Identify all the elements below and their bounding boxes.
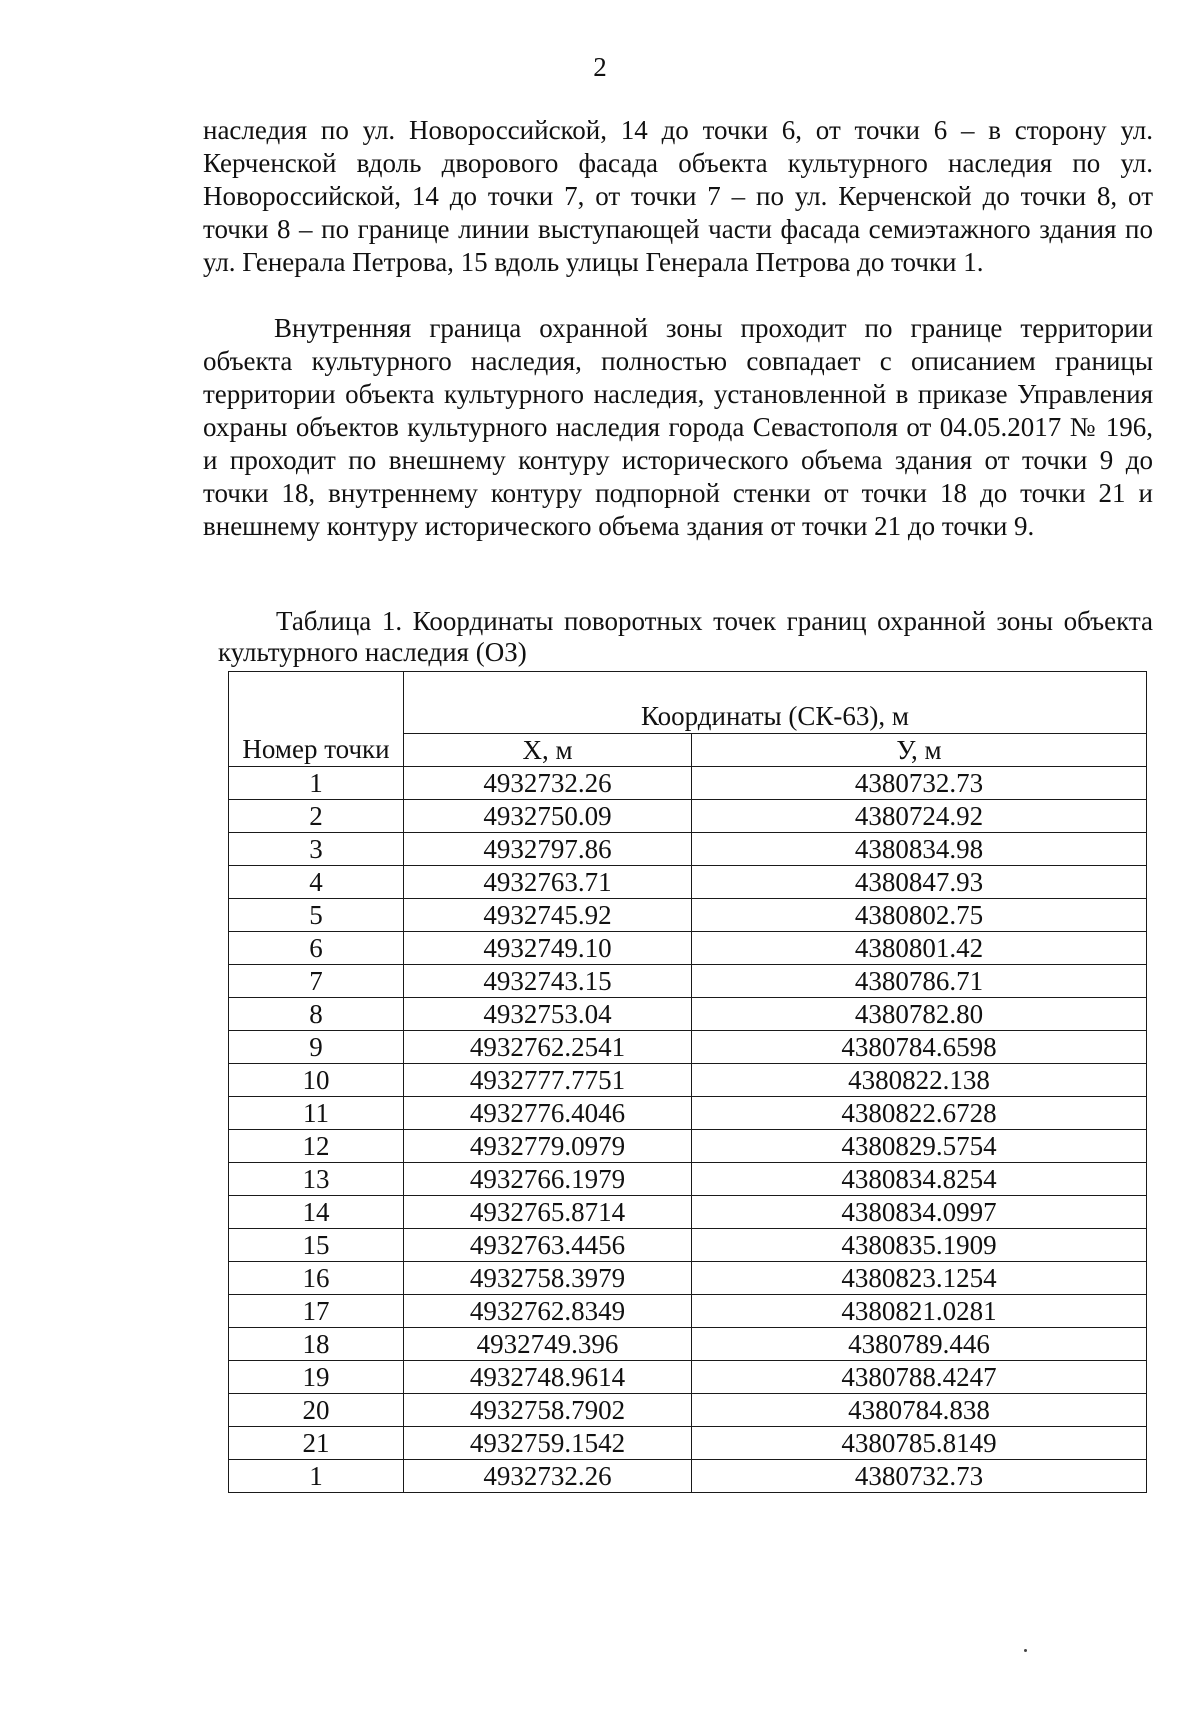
cell-point-number: 2	[229, 800, 404, 833]
table-row	[229, 1394, 1147, 1427]
cell-y: 4380823.1254	[692, 1262, 1147, 1295]
cell-x: 4932749.10	[404, 932, 692, 965]
paragraph-boundary-description: наследия по ул. Новороссийской, 14 до точки 6, от точки 6 – в сторону ул. Керченской вдоль дворового фасада объекта культурного наследия по ул. Новороссийской, 14 до точки 7, от точки 7 – по ул. Керченской до точки 8, от точки 8 – по границе линии выступающей части фасада семиэтажного здания по ул. Генерала Петрова, 15 вдоль улицы Генерала Петрова до точки 1.	[203, 115, 1153, 277]
cell-point-number: 13	[229, 1163, 404, 1196]
header-coordinates: Координаты (СК-63), м	[404, 672, 1147, 734]
cell-point-number: 10	[229, 1064, 404, 1097]
header-x: X, м	[404, 734, 692, 767]
cell-x: 4932758.7902	[404, 1394, 692, 1427]
cell-x: 4932759.1542	[404, 1427, 692, 1460]
cell-y: 4380786.71	[692, 965, 1147, 998]
table-row	[229, 1130, 1147, 1163]
table-header-row	[229, 672, 1147, 734]
cell-x: 4932779.0979	[404, 1130, 692, 1163]
cell-y: 4380821.0281	[692, 1295, 1147, 1328]
table-row	[229, 866, 1147, 899]
cell-point-number: 11	[229, 1097, 404, 1130]
table-row	[229, 1196, 1147, 1229]
table-row	[229, 1097, 1147, 1130]
cell-point-number: 20	[229, 1394, 404, 1427]
table-row	[229, 1262, 1147, 1295]
cell-point-number: 21	[229, 1427, 404, 1460]
table-row	[229, 899, 1147, 932]
cell-x: 4932753.04	[404, 998, 692, 1031]
cell-point-number: 1	[229, 1460, 404, 1493]
cell-y: 4380788.4247	[692, 1361, 1147, 1394]
cell-point-number: 15	[229, 1229, 404, 1262]
scan-artifact-dot	[1024, 1649, 1027, 1652]
cell-y: 4380784.838	[692, 1394, 1147, 1427]
cell-y: 4380834.98	[692, 833, 1147, 866]
cell-x: 4932763.71	[404, 866, 692, 899]
table-row	[229, 1427, 1147, 1460]
cell-x: 4932763.4456	[404, 1229, 692, 1262]
table-row	[229, 1229, 1147, 1262]
cell-point-number: 5	[229, 899, 404, 932]
header-point-number: Номер точки	[229, 672, 404, 767]
table-row	[229, 1328, 1147, 1361]
cell-x: 4932743.15	[404, 965, 692, 998]
table-row	[229, 800, 1147, 833]
cell-point-number: 8	[229, 998, 404, 1031]
cell-y: 4380784.6598	[692, 1031, 1147, 1064]
cell-x: 4932758.3979	[404, 1262, 692, 1295]
table-row	[229, 1460, 1147, 1493]
cell-point-number: 19	[229, 1361, 404, 1394]
table-row	[229, 1163, 1147, 1196]
table-row	[229, 965, 1147, 998]
cell-point-number: 1	[229, 767, 404, 800]
table-header	[229, 672, 1147, 767]
table-row	[229, 1295, 1147, 1328]
cell-point-number: 18	[229, 1328, 404, 1361]
cell-y: 4380822.138	[692, 1064, 1147, 1097]
cell-y: 4380847.93	[692, 866, 1147, 899]
table-row	[229, 932, 1147, 965]
cell-x: 4932777.7751	[404, 1064, 692, 1097]
page-number: 2	[593, 52, 607, 82]
cell-y: 4380835.1909	[692, 1229, 1147, 1262]
table-caption: Таблица 1. Координаты поворотных точек границ охранной зоны объекта культурного наследия (ОЗ)	[218, 606, 1153, 667]
cell-y: 4380785.8149	[692, 1427, 1147, 1460]
cell-x: 4932776.4046	[404, 1097, 692, 1130]
cell-point-number: 12	[229, 1130, 404, 1163]
cell-y: 4380801.42	[692, 932, 1147, 965]
cell-point-number: 17	[229, 1295, 404, 1328]
cell-x: 4932797.86	[404, 833, 692, 866]
table-row	[229, 833, 1147, 866]
cell-y: 4380829.5754	[692, 1130, 1147, 1163]
cell-point-number: 3	[229, 833, 404, 866]
cell-point-number: 16	[229, 1262, 404, 1295]
cell-x: 4932750.09	[404, 800, 692, 833]
table-row	[229, 1031, 1147, 1064]
table-row	[229, 1361, 1147, 1394]
cell-y: 4380732.73	[692, 1460, 1147, 1493]
cell-x: 4932766.1979	[404, 1163, 692, 1196]
cell-x: 4932749.396	[404, 1328, 692, 1361]
cell-y: 4380782.80	[692, 998, 1147, 1031]
table-row	[229, 767, 1147, 800]
table-body	[229, 767, 1147, 1493]
cell-x: 4932732.26	[404, 1460, 692, 1493]
cell-y: 4380732.73	[692, 767, 1147, 800]
paragraph-inner-boundary: Внутренняя граница охранной зоны проходит по границе территории объекта культурного наследия, полностью совпадает с описанием границы территории объекта культурного наследия, установленной в приказе Управления охраны объектов культурного наследия города Севастополя от 04.05.2017 № 196, и проходит по внешнему контуру исторического объема здания от точки 9 до точки 18, внутреннему контуру подпорной стенки от точки 18 до точки 21 и внешнему контуру исторического объема здания от точки 21 до точки 9.	[203, 313, 1153, 541]
coordinates-table	[228, 671, 1147, 1493]
cell-y: 4380822.6728	[692, 1097, 1147, 1130]
cell-x: 4932765.8714	[404, 1196, 692, 1229]
cell-x: 4932762.2541	[404, 1031, 692, 1064]
cell-point-number: 14	[229, 1196, 404, 1229]
cell-x: 4932745.92	[404, 899, 692, 932]
header-y: У, м	[692, 734, 1147, 767]
cell-point-number: 6	[229, 932, 404, 965]
cell-y: 4380802.75	[692, 899, 1147, 932]
cell-point-number: 9	[229, 1031, 404, 1064]
cell-y: 4380789.446	[692, 1328, 1147, 1361]
cell-y: 4380724.92	[692, 800, 1147, 833]
cell-point-number: 7	[229, 965, 404, 998]
cell-x: 4932748.9614	[404, 1361, 692, 1394]
cell-y: 4380834.8254	[692, 1163, 1147, 1196]
cell-point-number: 4	[229, 866, 404, 899]
cell-x: 4932762.8349	[404, 1295, 692, 1328]
cell-x: 4932732.26	[404, 767, 692, 800]
table-row	[229, 998, 1147, 1031]
cell-y: 4380834.0997	[692, 1196, 1147, 1229]
table-row	[229, 1064, 1147, 1097]
